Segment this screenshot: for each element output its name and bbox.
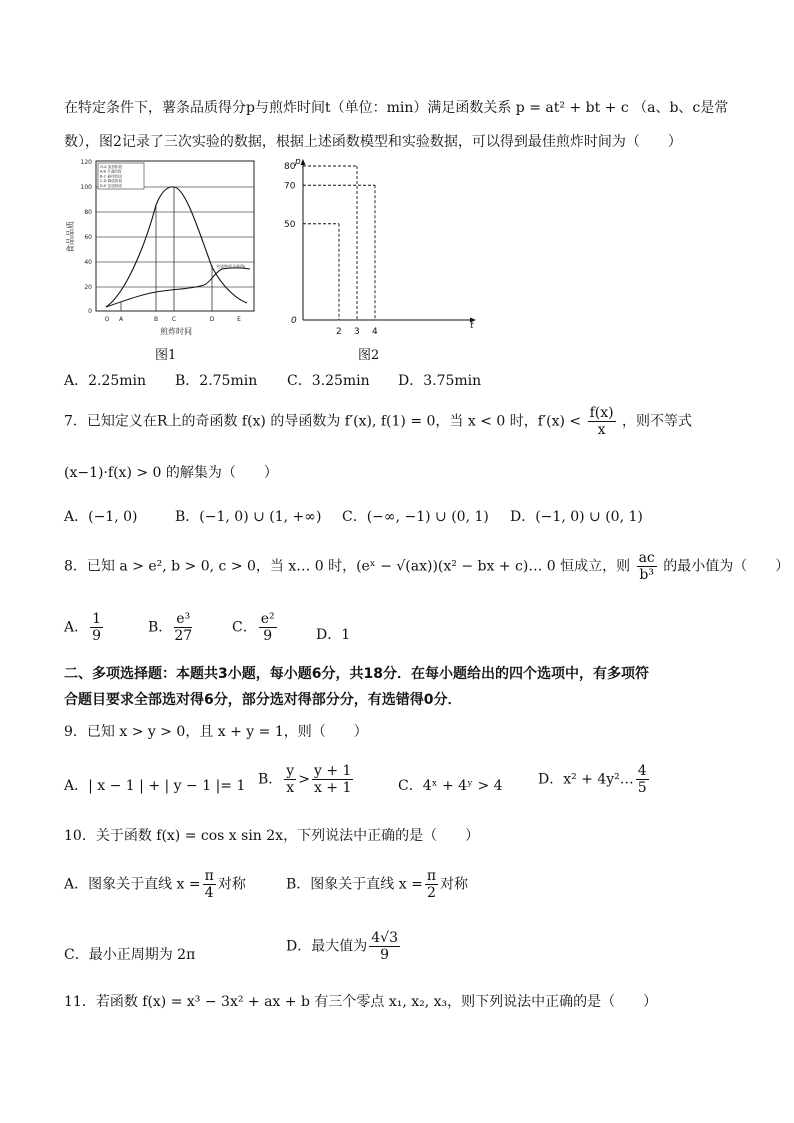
q8-frac-num: ac [638,550,655,566]
q8-option-c-label: C． [232,619,257,636]
fig1-ytick-label: 120 [80,159,92,166]
q9-option-b[interactable] [258,763,355,796]
q8-option-c-num: e² [260,611,275,627]
figure-1 [64,155,264,340]
fig1-legend-entry: A-B 升温阶段 [100,169,122,174]
fig2-xtick-label: 4 [372,327,378,335]
q8-option-b[interactable] [148,611,194,644]
q9-option-d-label: D．x² + 4y²… [538,771,634,788]
q7-stem-prefix: 7．已知定义在R上的奇函数 f(x) 的导函数为 f′(x), f(1) = 0，当 x < 0 时，f′(x) < [64,413,582,430]
q10-option-b-num: π [426,868,437,884]
q9-option-b-f1-num: y [286,763,295,779]
q8-option-d-text: 1 [341,627,351,643]
q10-option-b-post: 对称 [440,876,469,893]
fig1-xlabel: 煎炸时间 [160,327,192,336]
fig1-ytick-label: 0 [88,308,92,315]
q10-option-b-den: 2 [426,885,436,901]
fig2-xtick-label: 2 [336,327,342,335]
q10-option-d-num: 4√3 [371,930,398,946]
fig1-xtick-label: O [104,316,110,323]
q8-option-d-label: D． [316,627,342,643]
q10-option-a-den: 4 [204,885,214,901]
section2-header-line2: 合题目要求全部选对得6分，部分选对得部分分，有选错得0分． [64,692,462,708]
q6-option-c[interactable]: C．3.25min [287,373,370,389]
fig1-ylabel: 食品品质 [66,221,75,253]
q7-stem-line1 [64,405,692,438]
q10-option-d[interactable] [286,930,402,963]
q10-option-b[interactable] [286,868,468,901]
q6-stem-line2: 数），图2记录了三次实验的数据，根据上述函数模型和实验数据，可以得到最佳煎炸时间为（ ） [64,134,682,150]
q8-option-a[interactable] [64,611,105,644]
q9-option-b-f1-den: x [286,780,295,796]
fig1-ytick-label: 40 [84,259,92,266]
q8-frac-den: b³ [639,567,654,583]
fig1-xtick-label: D [209,316,215,323]
fig1-legend-entry: C-D 降质阶段 [100,179,123,184]
q10-option-d-pre: D．最大值为 [286,938,368,955]
q6-option-a[interactable]: A．2.25min [64,373,147,389]
q10-option-a-post: 对称 [217,876,246,893]
q6-option-d[interactable]: D．3.75min [398,373,482,389]
fig2-y-arrow [301,159,306,165]
q8-option-a-label: A． [64,619,89,636]
q9-option-c[interactable]: C．4ˣ + 4ʸ > 4 [398,778,503,794]
fig1-gridlines [96,187,254,287]
q7-frac-num: f(x) [589,405,614,421]
fig1-xtick-label: A [118,316,124,323]
q9-option-d-num: 4 [637,763,647,779]
fig2-ylabel: p [295,157,301,167]
q9-option-b-label: B． [258,771,283,788]
q8-option-c-den: 9 [263,628,273,644]
fig1-harmful-curve [106,268,250,307]
fig1-xtick-label: B [153,316,159,323]
q9-option-b-op: > [298,771,310,788]
q8-option-a-num: 1 [92,611,102,627]
q7-stem-suffix: ，则不等式 [622,413,693,430]
q7-option-b[interactable]: B．(−1, 0) ∪ (1, +∞) [175,509,322,525]
q10-option-c[interactable]: C．最小正周期为 2π [64,947,196,963]
q9-option-d-den: 5 [637,780,647,796]
fig2-xlabel: t [470,321,474,331]
fig1-stage-lines [121,187,212,311]
q7-option-d[interactable]: D．(−1, 0) ∪ (0, 1) [510,509,643,525]
q8-stem-suffix: 的最小值为（ ） [663,558,790,575]
q10-option-a-num: π [204,868,214,884]
fig2-ytick-label: 80 [284,162,296,172]
fig1-xtick-label: E [237,316,241,323]
fig1-ytick-label: 20 [84,284,92,291]
fig2-ytick-label: 50 [284,219,296,230]
q10-option-a[interactable] [64,868,246,901]
fig2-ytick-label: 70 [284,181,296,192]
q8-option-b-num: e³ [176,611,191,627]
q8-option-c[interactable] [232,611,279,644]
q9-option-a[interactable]: A．| x − 1 | + | y − 1 |= 1 [64,778,246,794]
q11-stem: 11．若函数 f(x) = x³ − 3x² + ax + b 有三个零点 x₁, x₂, x₃，则下列说法中正确的是（ ） [64,994,658,1010]
q8-option-a-den: 9 [92,628,102,644]
q7-stem-line2: (x−1)·f(x) > 0 的解集为（ ） [64,465,278,481]
q9-option-d[interactable] [538,763,651,796]
q9-option-b-f2-den: x + 1 [313,780,352,796]
q8-stem-prefix: 8．已知 a > e², b > 0, c > 0，当 x… 0 时，(eˣ − √(ax))(x² − bx + c)… 0 恒成立，则 [64,558,631,575]
q9-stem: 9．已知 x > y > 0，且 x + y = 1，则（ ） [64,724,368,740]
q7-frac-den: x [597,422,606,438]
q8-fraction [637,550,657,583]
fig1-annotation: 劣质物质含量/% [216,264,246,269]
fig1-caption: 图1 [155,348,177,363]
fig2-origin: 0 [291,316,297,326]
q8-stem [64,550,789,583]
fig2-caption: 图2 [358,348,380,363]
q10-stem: 10．关于函数 f(x) = cos x sin 2x，下列说法中正确的是（ ） [64,828,480,844]
q8-option-d[interactable] [316,624,350,644]
fig1-ytick-label: 60 [84,234,92,241]
q10-option-b-pre: B．图象关于直线 x = [286,876,423,893]
q7-option-c[interactable]: C．(−∞, −1) ∪ (0, 1) [342,509,489,525]
q6-option-b[interactable]: B．2.75min [175,373,258,389]
fig1-ytick-label: 80 [84,209,92,216]
fig1-xtick-label: C [171,316,177,323]
q6-stem-line1: 在特定条件下，薯条品质得分p与煎炸时间t（单位：min）满足函数关系 p = at² + bt + c （a、b、c是常 [64,100,729,116]
section2-header-line1: 二、多项选择题：本题共3小题，每小题6分，共18分．在每小题给出的四个选项中，有多项符 [64,666,649,682]
figure-2 [280,150,480,335]
fig1-ytick-label: 100 [80,184,92,191]
q8-option-b-den: 27 [174,628,193,644]
q8-option-b-label: B． [148,619,173,636]
q7-fraction [588,405,616,438]
fig1-legend-entry: B-C 最佳阶段 [100,174,122,179]
q7-option-a[interactable]: A．(−1, 0) [64,509,138,525]
fig1-legend-entry: O-A 加热阶段 [100,165,123,169]
fig1-legend-entry: D-E 变质阶段 [100,183,122,188]
q10-option-d-den: 9 [380,947,390,963]
q9-option-b-f2-num: y + 1 [313,763,352,779]
fig2-xtick-label: 3 [354,327,360,335]
q10-option-a-pre: A．图象关于直线 x = [64,876,201,893]
